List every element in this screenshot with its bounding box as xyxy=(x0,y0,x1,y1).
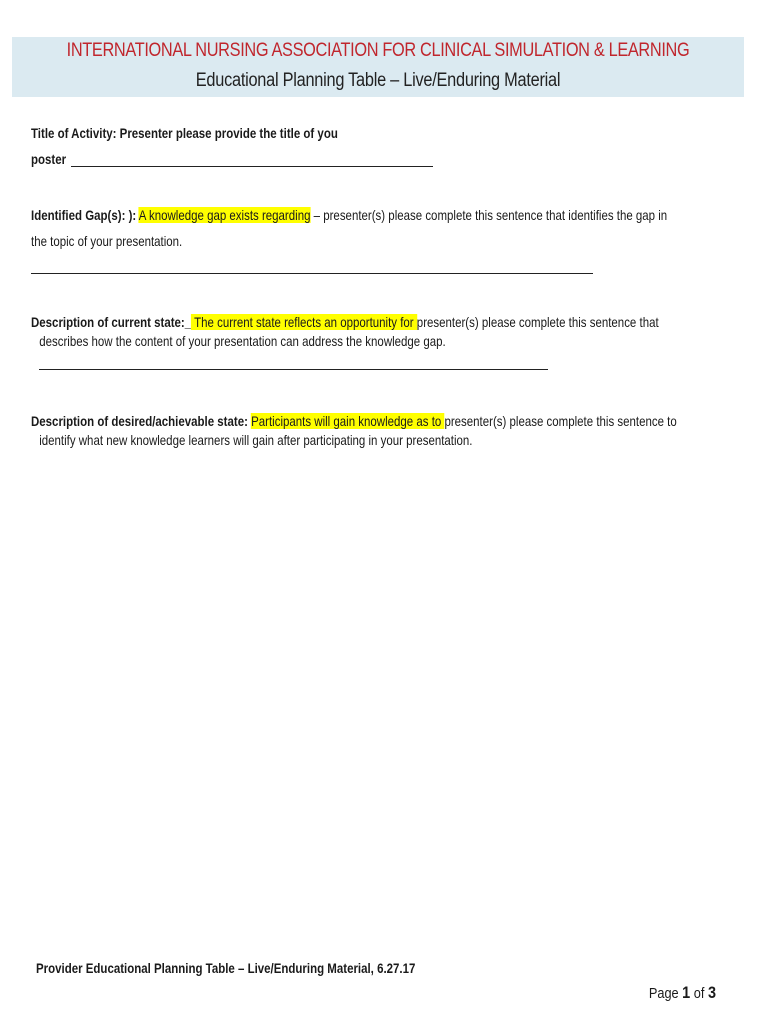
title-answer-line[interactable] xyxy=(71,166,433,167)
current-state-instruction: presenter(s) please complete this sentence that xyxy=(416,314,659,330)
current-state-underscore: _ xyxy=(184,314,192,330)
current-state-prompt: The current state reflects an opportunity for xyxy=(191,314,417,330)
page-total: 3 xyxy=(707,983,716,1002)
current-state-label: Description of current state: xyxy=(31,314,185,330)
desired-state-prompt: Participants will gain knowledge as to xyxy=(251,413,445,429)
desired-state-label: Description of desired/achievable state: xyxy=(31,413,248,429)
page-label: Page xyxy=(648,985,683,1002)
document-header xyxy=(12,37,744,97)
identified-gap-instruction: – presenter(s) please complete this sentence that identifies the gap in xyxy=(310,207,668,223)
identified-gap-answer-line[interactable] xyxy=(31,273,593,274)
page-of-label: of xyxy=(690,985,708,1002)
title-of-activity-poster-label: poster xyxy=(31,151,67,167)
page-number xyxy=(649,983,716,1003)
title-of-activity-section xyxy=(31,124,741,169)
desired-state-instruction-line2: identify what new knowledge learners will gain after participating in your presentation. xyxy=(39,432,473,448)
organization-name: INTERNATIONAL NURSING ASSOCIATION FOR CLINICAL SIMULATION & LEARNING xyxy=(66,40,690,61)
title-of-activity-label: Title of Activity: Presenter please provide the title of you xyxy=(31,125,338,141)
identified-gap-prompt: A knowledge gap exists regarding xyxy=(138,207,311,223)
current-state-answer-line[interactable] xyxy=(39,369,548,370)
desired-state-instruction: presenter(s) please complete this sentence to xyxy=(444,413,677,429)
document-title: Educational Planning Table – Live/Enduring Material xyxy=(195,70,561,91)
identified-gap-label: Identified Gap(s): ): xyxy=(31,207,137,223)
identified-gap-instruction-line2: the topic of your presentation. xyxy=(31,233,183,249)
footer-document-note: Provider Educational Planning Table – Live/Enduring Material, 6.27.17 xyxy=(36,960,416,976)
current-state-instruction-line2: describes how the content of your presentation can address the knowledge gap. xyxy=(39,333,446,349)
desired-state-section xyxy=(31,412,741,450)
current-state-section xyxy=(31,313,741,351)
page-current: 1 xyxy=(682,983,691,1002)
identified-gap-section xyxy=(31,206,741,251)
